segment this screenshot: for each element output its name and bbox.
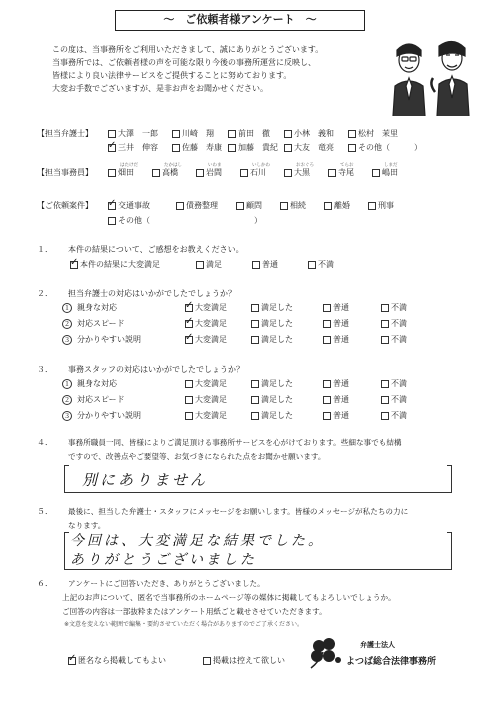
checkbox[interactable] xyxy=(172,130,180,138)
staff-option[interactable]: てらお 寺尾 xyxy=(328,167,372,178)
q1-text: 本件の結果について、ご感想をお教えください。 xyxy=(68,245,244,254)
q2-text: 担当弁護士の対応はいかがでしたでしょうか？ xyxy=(68,289,236,298)
org-type: 弁護士法人 xyxy=(360,641,395,649)
checkbox[interactable] xyxy=(381,336,389,344)
q2-row-1-label: １ 親身な対応 xyxy=(63,303,117,312)
q2-number: ２． xyxy=(37,289,53,298)
checkbox[interactable] xyxy=(176,202,184,210)
staff-option[interactable]: おおぐろ 大黒 xyxy=(284,167,328,178)
lawyer-option[interactable]: 加藤 貴紀 xyxy=(228,142,284,153)
checkbox[interactable] xyxy=(323,304,331,312)
q6-options xyxy=(68,655,313,666)
checkbox[interactable] xyxy=(108,202,116,210)
q3-number: ３． xyxy=(37,365,53,374)
case-option[interactable]: ✓ 交通事故 xyxy=(108,200,176,211)
checkbox[interactable] xyxy=(284,144,292,152)
q1-option[interactable]: ✓ 本件の結果に大変満足 xyxy=(70,259,196,270)
q6-note: ※文意を変えない範囲で編集・要約させていただく場合がありますのでご了承ください。 xyxy=(64,621,304,628)
q1-option[interactable]: 不満 xyxy=(308,259,364,270)
case-option[interactable]: 相続 xyxy=(280,200,324,211)
rating-option[interactable]: 満足した xyxy=(251,302,323,313)
q6-text-line-2: 上記のお声について、匿名で当事務所のホームページ等の媒体に掲載してもよろしいでしょうか。 xyxy=(62,593,396,602)
checkbox[interactable] xyxy=(185,336,193,344)
staff-option[interactable]: いしかわ 石川 xyxy=(240,167,284,178)
rating-option[interactable]: 普通 xyxy=(323,318,381,329)
q1-option[interactable]: 満足 xyxy=(196,259,252,270)
rating-option[interactable]: ✓ 大変満足 xyxy=(185,334,251,345)
q5-text-line-1: 最後に、担当した弁護士・スタッフにメッセージをお願いします。皆様のメッセージが私たちの力に xyxy=(68,507,409,516)
checkbox[interactable] xyxy=(172,144,180,152)
staff-option[interactable]: しまだ 嶋田 xyxy=(372,167,416,178)
checkbox[interactable] xyxy=(328,169,336,177)
q1-number: １． xyxy=(37,245,53,254)
checkbox[interactable] xyxy=(152,169,160,177)
checkbox[interactable] xyxy=(372,169,380,177)
checkbox[interactable] xyxy=(108,130,116,138)
checkbox[interactable] xyxy=(185,412,193,420)
checkbox[interactable] xyxy=(68,657,76,665)
q2-row-1-options xyxy=(185,302,431,313)
q5-answer-line-2: ありがとうございました xyxy=(70,552,257,568)
rating-option[interactable]: 不満 xyxy=(381,410,431,421)
rating-option[interactable]: ✓ 大変満足 xyxy=(185,318,251,329)
checkbox[interactable] xyxy=(381,320,389,328)
clover-logo-icon xyxy=(305,636,345,670)
org-name: よつば総合法律事務所 xyxy=(346,657,437,667)
lawyer-option[interactable]: 佐藤 寿康 xyxy=(172,142,228,153)
lawyer-option[interactable]: 大澤 一郎 xyxy=(108,128,172,139)
lawyer-label: 【担当弁護士】 xyxy=(37,129,93,138)
checkbox[interactable] xyxy=(196,169,204,177)
q2-row-2-options xyxy=(185,318,431,329)
checkbox[interactable] xyxy=(203,657,211,665)
checkbox[interactable] xyxy=(323,320,331,328)
rating-option[interactable]: 不満 xyxy=(381,318,431,329)
checkbox[interactable] xyxy=(348,144,356,152)
lawyer-option[interactable]: 川崎 翔 xyxy=(172,128,228,139)
q1-option[interactable]: 普通 xyxy=(252,259,308,270)
checkbox[interactable] xyxy=(196,261,204,269)
checkbox[interactable] xyxy=(323,380,331,388)
q2-row-3-label: ３ 分かりやすい説明 xyxy=(63,335,141,344)
checkbox[interactable] xyxy=(228,130,236,138)
checkbox[interactable] xyxy=(381,412,389,420)
staff-option[interactable]: はたけだ 畑田 xyxy=(108,167,152,178)
intro-line: 当事務所では、ご依頼者様の声を可能な限り今後の事務所運営に反映し、 xyxy=(52,58,316,67)
rating-option[interactable]: 満足した xyxy=(251,394,323,405)
q2-row-3-options xyxy=(185,334,431,345)
intro-line: 大変お手数でございますが、是非お声をお聞かせください。 xyxy=(52,84,268,93)
intro-line: この度は、当事務所をご利用いただきまして、誠にありがとうございます。 xyxy=(52,45,324,54)
q6-number: ６． xyxy=(37,579,53,588)
rating-option[interactable]: 満足した xyxy=(251,378,323,389)
rating-option[interactable]: 普通 xyxy=(323,302,381,313)
q6-option[interactable]: 掲載は控えて欲しい xyxy=(203,655,313,666)
staff-label: 【担当事務員】 xyxy=(37,168,93,177)
rating-option[interactable]: ✓ 大変満足 xyxy=(185,302,251,313)
q5-number: ５． xyxy=(37,507,53,516)
checkbox[interactable] xyxy=(108,217,116,225)
case-option[interactable]: 顧問 xyxy=(236,200,280,211)
q3-row-1-options xyxy=(185,378,431,389)
q4-text-line-2: ですので、改善点やご要望等、お気づきになられた点をお聞かせ願います。 xyxy=(68,452,326,461)
rating-option[interactable]: 大変満足 xyxy=(185,378,251,389)
lawyer-row-2 xyxy=(108,142,438,153)
lawyer-option[interactable]: 松村 茉里 xyxy=(348,128,412,139)
case-label: 【ご依頼案件】 xyxy=(37,201,93,210)
lawyer-option[interactable]: ✓ 三井 伸容 xyxy=(108,142,172,153)
q3-text: 事務スタッフの対応はいかがでしたでしょうか？ xyxy=(68,365,244,374)
intro-text xyxy=(52,43,382,95)
rating-option[interactable]: 満足した xyxy=(251,334,323,345)
checkbox[interactable] xyxy=(280,202,288,210)
checkbox[interactable] xyxy=(381,304,389,312)
staff-option[interactable]: たかはし 高橋 xyxy=(152,167,196,178)
checkbox[interactable] xyxy=(323,396,331,404)
checkbox[interactable] xyxy=(185,304,193,312)
checkbox[interactable] xyxy=(252,261,260,269)
q3-row-3-options xyxy=(185,410,431,421)
lawyer-option[interactable]: 大友 竜亮 xyxy=(284,142,348,153)
checkbox[interactable] xyxy=(308,261,316,269)
rating-option[interactable]: 普通 xyxy=(323,394,381,405)
rating-option[interactable]: 満足した xyxy=(251,410,323,421)
checkbox[interactable] xyxy=(251,412,259,420)
checkbox[interactable] xyxy=(368,202,376,210)
q3-row-2-label: ２ 対応スピード xyxy=(63,395,125,404)
case-other-row xyxy=(108,215,262,226)
checkbox[interactable] xyxy=(348,130,356,138)
rating-option[interactable]: 普通 xyxy=(323,378,381,389)
rating-option[interactable]: 普通 xyxy=(323,410,381,421)
checkbox[interactable] xyxy=(70,261,78,269)
q3-row-2-options xyxy=(185,394,431,405)
q3-row-1-label: １ 親身な対応 xyxy=(63,379,117,388)
checkbox[interactable] xyxy=(251,304,259,312)
q6-text-line-1: アンケートにご回答いただき、ありがとうございました。 xyxy=(68,579,265,588)
lawyer-option[interactable]: 前田 徹 xyxy=(228,128,284,139)
checkbox[interactable] xyxy=(284,130,292,138)
q2-row-2-label: ２ 対応スピード xyxy=(63,319,125,328)
case-option[interactable]: 離婚 xyxy=(324,200,368,211)
checkbox[interactable] xyxy=(284,169,292,177)
q5-answer-line-1: 今回は、大変満足な結果でした。 xyxy=(70,533,325,549)
checkbox[interactable] xyxy=(108,144,116,152)
rating-option[interactable]: 普通 xyxy=(323,334,381,345)
checkbox[interactable] xyxy=(381,380,389,388)
q6-option[interactable]: ✓ 匿名なら掲載してもよい xyxy=(68,655,203,666)
q5-text-line-2: なります。 xyxy=(68,521,106,530)
q1-options xyxy=(70,259,364,270)
checkbox[interactable] xyxy=(185,396,193,404)
checkbox[interactable] xyxy=(381,396,389,404)
checkbox[interactable] xyxy=(185,320,193,328)
q4-number: ４． xyxy=(37,438,53,447)
lawyers-illustration xyxy=(385,36,477,116)
q4-text-line-1: 事務所職員一同、皆様によりご満足頂ける事務所サービスを心がけております。些細な事でも結構 xyxy=(68,438,402,447)
lawyer-row-1 xyxy=(108,128,412,139)
case-row xyxy=(108,200,412,211)
checkbox[interactable] xyxy=(324,202,332,210)
q3-row-3-label: ３ 分かりやすい説明 xyxy=(63,411,141,420)
rating-option[interactable]: 不満 xyxy=(381,378,431,389)
checkbox[interactable] xyxy=(185,380,193,388)
rating-option[interactable]: 不満 xyxy=(381,302,431,313)
checkbox[interactable] xyxy=(251,320,259,328)
checkbox[interactable] xyxy=(251,336,259,344)
rating-option[interactable]: 大変満足 xyxy=(185,410,251,421)
intro-line: 皆様により良い法律サービスをご提供することに努めております。 xyxy=(52,71,292,80)
rating-option[interactable]: 不満 xyxy=(381,394,431,405)
lawyer-option[interactable]: 小林 義和 xyxy=(284,128,348,139)
checkbox[interactable] xyxy=(323,336,331,344)
rating-option[interactable]: 大変満足 xyxy=(185,394,251,405)
q6-text-line-3: ご回答の内容は一部抜粋またはアンケート用紙ごと載せさせていただきます。 xyxy=(62,607,327,616)
page-title: ～ ご依頼者様アンケート ～ xyxy=(115,10,365,31)
checkbox[interactable] xyxy=(240,169,248,177)
checkbox[interactable] xyxy=(251,396,259,404)
case-option[interactable]: 債務整理 xyxy=(176,200,236,211)
rating-option[interactable]: 不満 xyxy=(381,334,431,345)
checkbox[interactable] xyxy=(251,380,259,388)
staff-row xyxy=(108,163,416,178)
checkbox[interactable] xyxy=(228,144,236,152)
case-other-option[interactable]: その他（ ） xyxy=(108,215,262,226)
checkbox[interactable] xyxy=(323,412,331,420)
lawyer-option[interactable]: その他（ ） xyxy=(348,142,438,153)
checkbox[interactable] xyxy=(236,202,244,210)
case-option[interactable]: 刑事 xyxy=(368,200,412,211)
rating-option[interactable]: 満足した xyxy=(251,318,323,329)
staff-option[interactable]: いわま 岩間 xyxy=(196,167,240,178)
checkbox[interactable] xyxy=(108,169,116,177)
q4-answer-text: 別にありません xyxy=(82,471,209,489)
